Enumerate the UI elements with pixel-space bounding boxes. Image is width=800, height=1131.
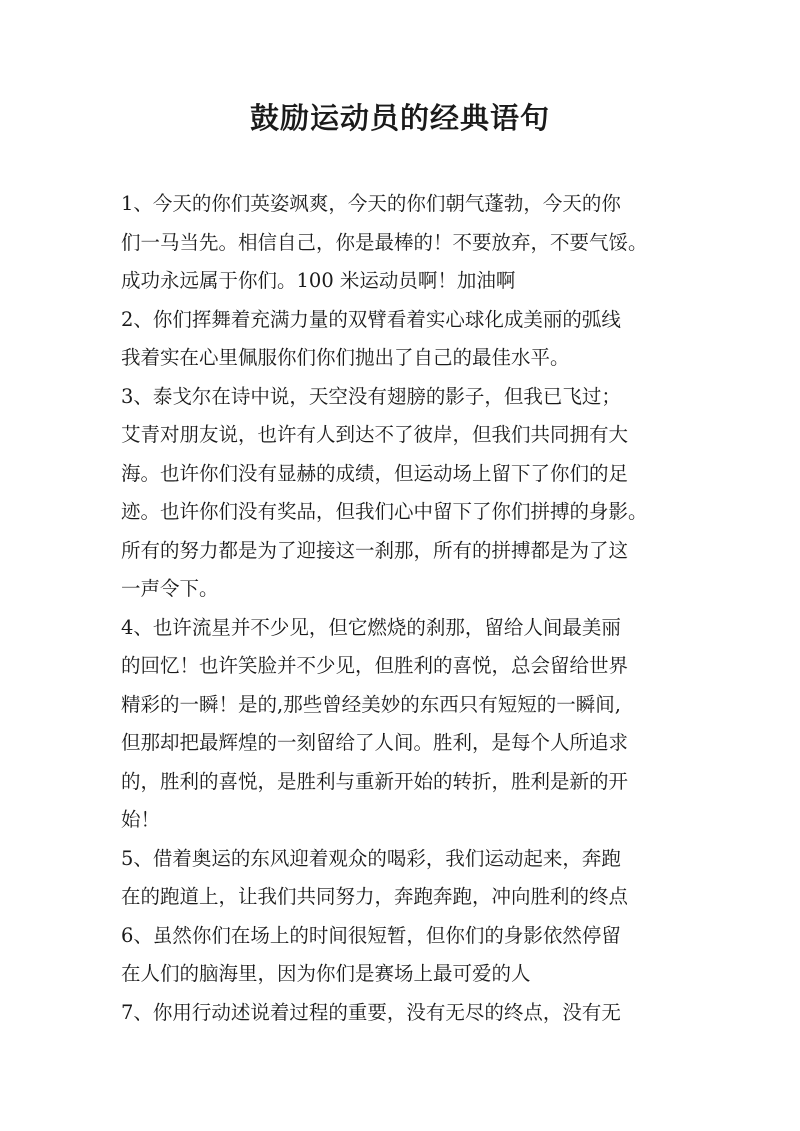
text-line: 7、你用行动述说着过程的重要，没有无尽的终点，没有无: [121, 1000, 621, 1024]
text-line: 3、泰戈尔在诗中说，天空没有翅膀的影子，但我已飞过；: [121, 384, 621, 408]
text-line: 2、你们挥舞着充满力量的双臂看着实心球化成美丽的弧线: [121, 307, 621, 331]
text-line: 的，胜利的喜悦，是胜利与重新开始的转折，胜利是新的开: [121, 769, 629, 793]
text-line: 精彩的一瞬！是的,那些曾经美妙的东西只有短短的一瞬间,: [121, 692, 621, 716]
document-body: [121, 185, 681, 1032]
text-line: 始！: [121, 808, 161, 831]
text-line: 艾青对朋友说，也许有人到达不了彼岸，但我们共同拥有大: [121, 423, 629, 446]
text-line: 们一马当先。相信自己，你是最棒的！不要放弃，不要气馁。: [121, 230, 648, 254]
text-line: 在人们的脑海里，因为你们是赛场上最可爱的人: [121, 962, 531, 985]
text-line: 海。也许你们没有显赫的成绩，但运动场上留下了你们的足: [121, 461, 629, 485]
text-line: 但那却把最辉煌的一刻留给了人间。胜利，是每个人所追求: [121, 731, 629, 754]
text-line: 5、借着奥运的东风迎着观众的喝彩，我们运动起来，奔跑: [121, 846, 621, 870]
text-line: 的回忆！也许笑脸并不少见，但胜利的喜悦，总会留给世界: [121, 654, 629, 677]
text-line: 4、也许流星并不少见，但它燃烧的刹那，留给人间最美丽: [121, 615, 621, 639]
text-line: 1、今天的你们英姿飒爽，今天的你们朝气蓬勃，今天的你: [121, 192, 621, 215]
text-line: 所有的努力都是为了迎接这一刹那，所有的拼搏都是为了这: [121, 538, 629, 562]
text-line: 迹。也许你们没有奖品，但我们心中留下了你们拼搏的身影。: [121, 500, 648, 523]
text-line: 在的跑道上，让我们共同努力，奔跑奔跑，冲向胜利的终点: [121, 885, 629, 908]
text-line: 一声令下。: [121, 577, 219, 600]
text-line: 6、虽然你们在场上的时间很短暂，但你们的身影依然停留: [121, 923, 621, 947]
text-line: 我着实在心里佩服你们你们抛出了自己的最佳水平。: [121, 346, 570, 369]
text-line: 成功永远属于你们。100 米运动员啊！加油啊: [121, 269, 516, 292]
document-title: 鼓励运动员的经典语句: [249, 101, 550, 135]
